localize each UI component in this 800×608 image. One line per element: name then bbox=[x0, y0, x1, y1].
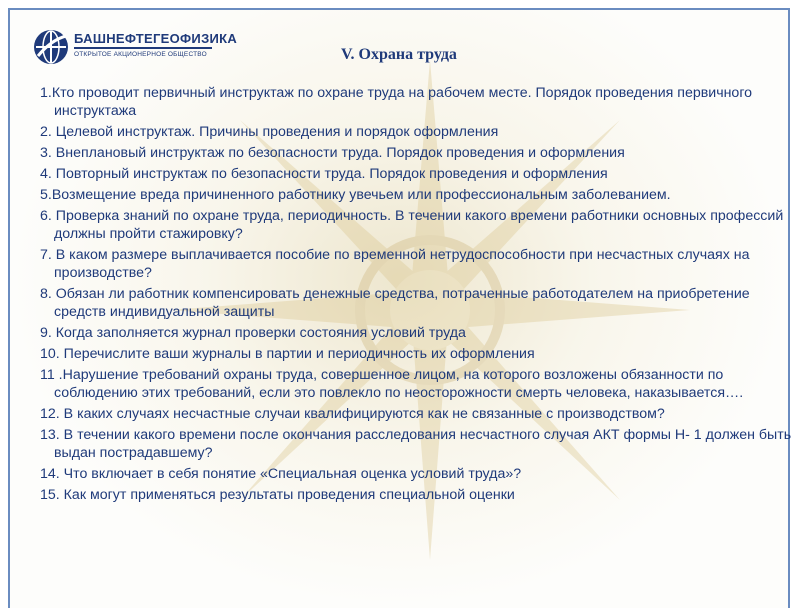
list-item: 9. Когда заполняется журнал проверки состояния условий труда bbox=[40, 325, 466, 341]
question-list bbox=[40, 84, 795, 507]
list-item: 1.Кто проводит первичный инструктаж по охране труда на рабочем месте. Порядок проведения первичного инструктажа bbox=[40, 85, 753, 119]
list-item: 5.Возмещение вреда причиненного работнику увечьем или профессиональным заболеванием. bbox=[40, 187, 671, 203]
logo-name: БАШНЕФТЕГЕОФИЗИКА bbox=[74, 31, 238, 46]
page-title: V. Охрана труда bbox=[341, 46, 457, 63]
list-item: 11 .Нарушение требований охраны труда, совершенное лицом, на которого возложены обязанности по соблюдению этих требований, если это повлекло по неосторожности смерть человека, наказывается…. bbox=[40, 367, 744, 401]
list-item: 2. Целевой инструктаж. Причины проведения и порядок оформления bbox=[40, 124, 499, 140]
list-item: 14. Что включает в себя понятие «Специальная оценка условий труда»? bbox=[40, 466, 522, 482]
list-item: 10. Перечислите ваши журналы в партии и периодичность их оформления bbox=[40, 346, 535, 362]
list-item: 12. В каких случаях несчастные случаи квалифицируются как не связанные с производством? bbox=[40, 406, 665, 422]
list-item: 13. В течении какого времени после окончания расследования несчастного случая АКТ формы Н- 1 должен быть выдан пострадавшему? bbox=[40, 427, 792, 461]
list-item: 3. Внеплановый инструктаж по безопасности труда. Порядок проведения и оформления bbox=[40, 145, 625, 161]
slide-frame bbox=[8, 8, 790, 608]
list-item: 4. Повторный инструктаж по безопасности труда. Порядок проведения и оформления bbox=[40, 166, 608, 182]
list-item: 6. Проверка знаний по охране труда, периодичность. В течении какого времени работники основных профессий должны пройти стажировку? bbox=[40, 208, 784, 242]
list-item: 15. Как могут применяться результаты проведения специальной оценки bbox=[40, 487, 515, 503]
logo-subtitle: ОТКРЫТОЕ АКЦИОНЕРНОЕ ОБЩЕСТВО bbox=[74, 51, 207, 58]
list-item: 7. В каком размере выплачивается пособие по временной нетрудоспособности при несчастных случаях на производстве? bbox=[40, 247, 750, 281]
list-item: 8. Обязан ли работник компенсировать денежные средства, потраченные работодателем на приобретение средств индивидуальной защиты bbox=[40, 286, 750, 320]
